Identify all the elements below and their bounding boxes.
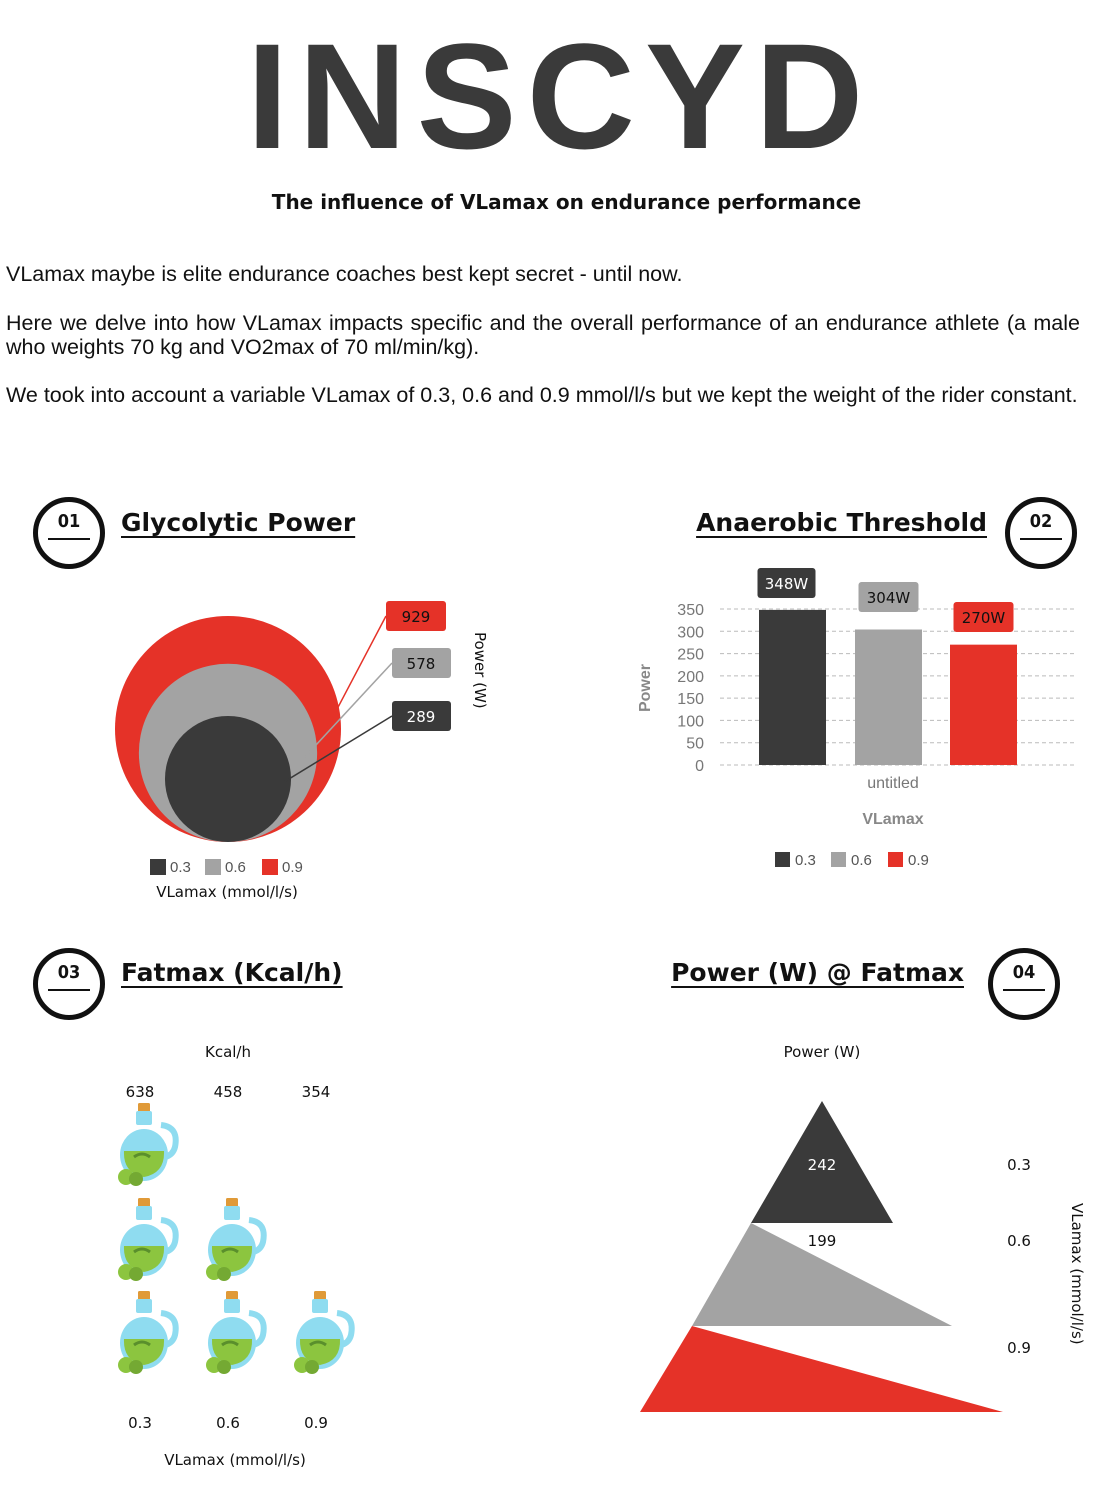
value-label-0.9: 354 (301, 1083, 331, 1101)
x-category-label: untitled (867, 775, 919, 792)
pyramid-value-0.9: 170 (807, 1339, 837, 1357)
side-axis-label: VLamax (mmol/l/s) (1068, 1203, 1086, 1345)
section-01-badge: 01 (33, 497, 105, 569)
bar-value-label-0.3: 348W (764, 575, 809, 593)
category-label-0.6: 0.6 (216, 1414, 240, 1432)
category-label-0.9: 0.9 (304, 1414, 328, 1432)
legend-label-0.3: 0.3 (170, 859, 191, 876)
y-tick-label: 0 (695, 758, 704, 775)
power-at-fatmax-chart (620, 1035, 1090, 1435)
value-axis-label: Power (W) (471, 632, 489, 709)
bar-value-label-0.6: 304W (866, 589, 911, 607)
section-04-badge: 04 (988, 948, 1060, 1020)
logo-text: INSCYD (246, 20, 874, 170)
inscyd-logo (200, 20, 920, 170)
y-tick-label: 200 (677, 668, 704, 686)
bar-value-label-0.9: 270W (961, 609, 1006, 627)
section-03-badge: 03 (33, 948, 105, 1020)
legend-label-0.9: 0.9 (908, 852, 929, 869)
section-04-title: Power (W) @ Fatmax (671, 958, 964, 987)
legend-label-0.3: 0.3 (795, 852, 816, 869)
value-label-0.3: 638 (125, 1083, 155, 1101)
unit-label: Kcal/h (204, 1043, 252, 1061)
oil-bottle-icon (118, 1291, 176, 1374)
page-subtitle: The influence of VLamax on endurance performance (271, 190, 862, 214)
legend-label-0.6: 0.6 (225, 859, 246, 876)
oil-bottle-icon (206, 1198, 264, 1281)
category-label-0.3: 0.3 (128, 1414, 152, 1432)
legend-label-0.6: 0.6 (851, 852, 872, 869)
legend-swatch-0.6 (831, 852, 846, 867)
anaerobic-threshold-chart (600, 560, 1090, 880)
category-label-0.3: 0.3 (1007, 1156, 1031, 1174)
section-01-title: Glycolytic Power (121, 508, 356, 537)
legend-swatch-0.3 (150, 859, 166, 875)
y-tick-label: 250 (677, 646, 704, 664)
category-label-0.6: 0.6 (1007, 1232, 1031, 1250)
intro-paragraph-1: VLamax maybe is elite endurance coaches best kept secret - until now. (6, 262, 683, 286)
category-label-0.9: 0.9 (1007, 1339, 1031, 1357)
bar-0.6 (855, 630, 922, 765)
fatmax-chart (80, 1035, 400, 1475)
oil-bottle-icon (118, 1103, 176, 1186)
y-tick-label: 100 (677, 713, 704, 731)
legend-swatch-0.3 (775, 852, 790, 867)
leader-line-0.9 (324, 616, 386, 734)
value-label-0.9: 929 (401, 608, 431, 626)
bar-0.9 (950, 645, 1017, 765)
intro-paragraph-2: Here we delve into how VLamax impacts specific and the overall performance of an endurance athlete (a male who weights 70 kg and VO2max of 70 ml/min/kg). (6, 311, 1080, 359)
section-02-title: Anaerobic Threshold (696, 508, 987, 537)
oil-bottle-icon (294, 1291, 352, 1374)
y-tick-label: 350 (677, 602, 704, 619)
value-label-0.6: 578 (406, 655, 436, 673)
x-axis-title: VLamax (mmol/l/s) (164, 1451, 306, 1469)
section-03-title: Fatmax (Kcal/h) (121, 958, 343, 987)
legend-swatch-0.9 (262, 859, 278, 875)
value-label-0.3: 289 (406, 708, 436, 726)
oil-bottle-icon (206, 1291, 264, 1374)
value-axis-label: Power (W) (783, 1043, 861, 1061)
intro-paragraph-3: We took into account a variable VLamax of 0.3, 0.6 and 0.9 mmol/l/s but we kept the weight of the rider constant. (6, 383, 1078, 407)
y-tick-label: 50 (686, 735, 704, 753)
x-axis-title: VLamax (862, 811, 924, 828)
value-label-0.6: 458 (213, 1083, 243, 1101)
section-02-badge: 02 (1005, 497, 1077, 569)
pyramid-value-0.3: 242 (807, 1156, 837, 1174)
y-tick-label: 150 (677, 691, 704, 709)
bar-0.3 (759, 610, 826, 765)
pyramid-value-0.6: 199 (807, 1232, 837, 1250)
legend-title: VLamax (mmol/l/s) (156, 883, 298, 901)
y-axis-title: Power (637, 663, 654, 713)
y-tick-label: 300 (677, 624, 704, 642)
legend-swatch-0.6 (205, 859, 221, 875)
bubble-0.3 (165, 716, 291, 842)
legend-label-0.9: 0.9 (282, 859, 303, 876)
glycolytic-power-chart (0, 580, 540, 910)
oil-bottle-icon (118, 1198, 176, 1281)
legend-swatch-0.9 (888, 852, 903, 867)
